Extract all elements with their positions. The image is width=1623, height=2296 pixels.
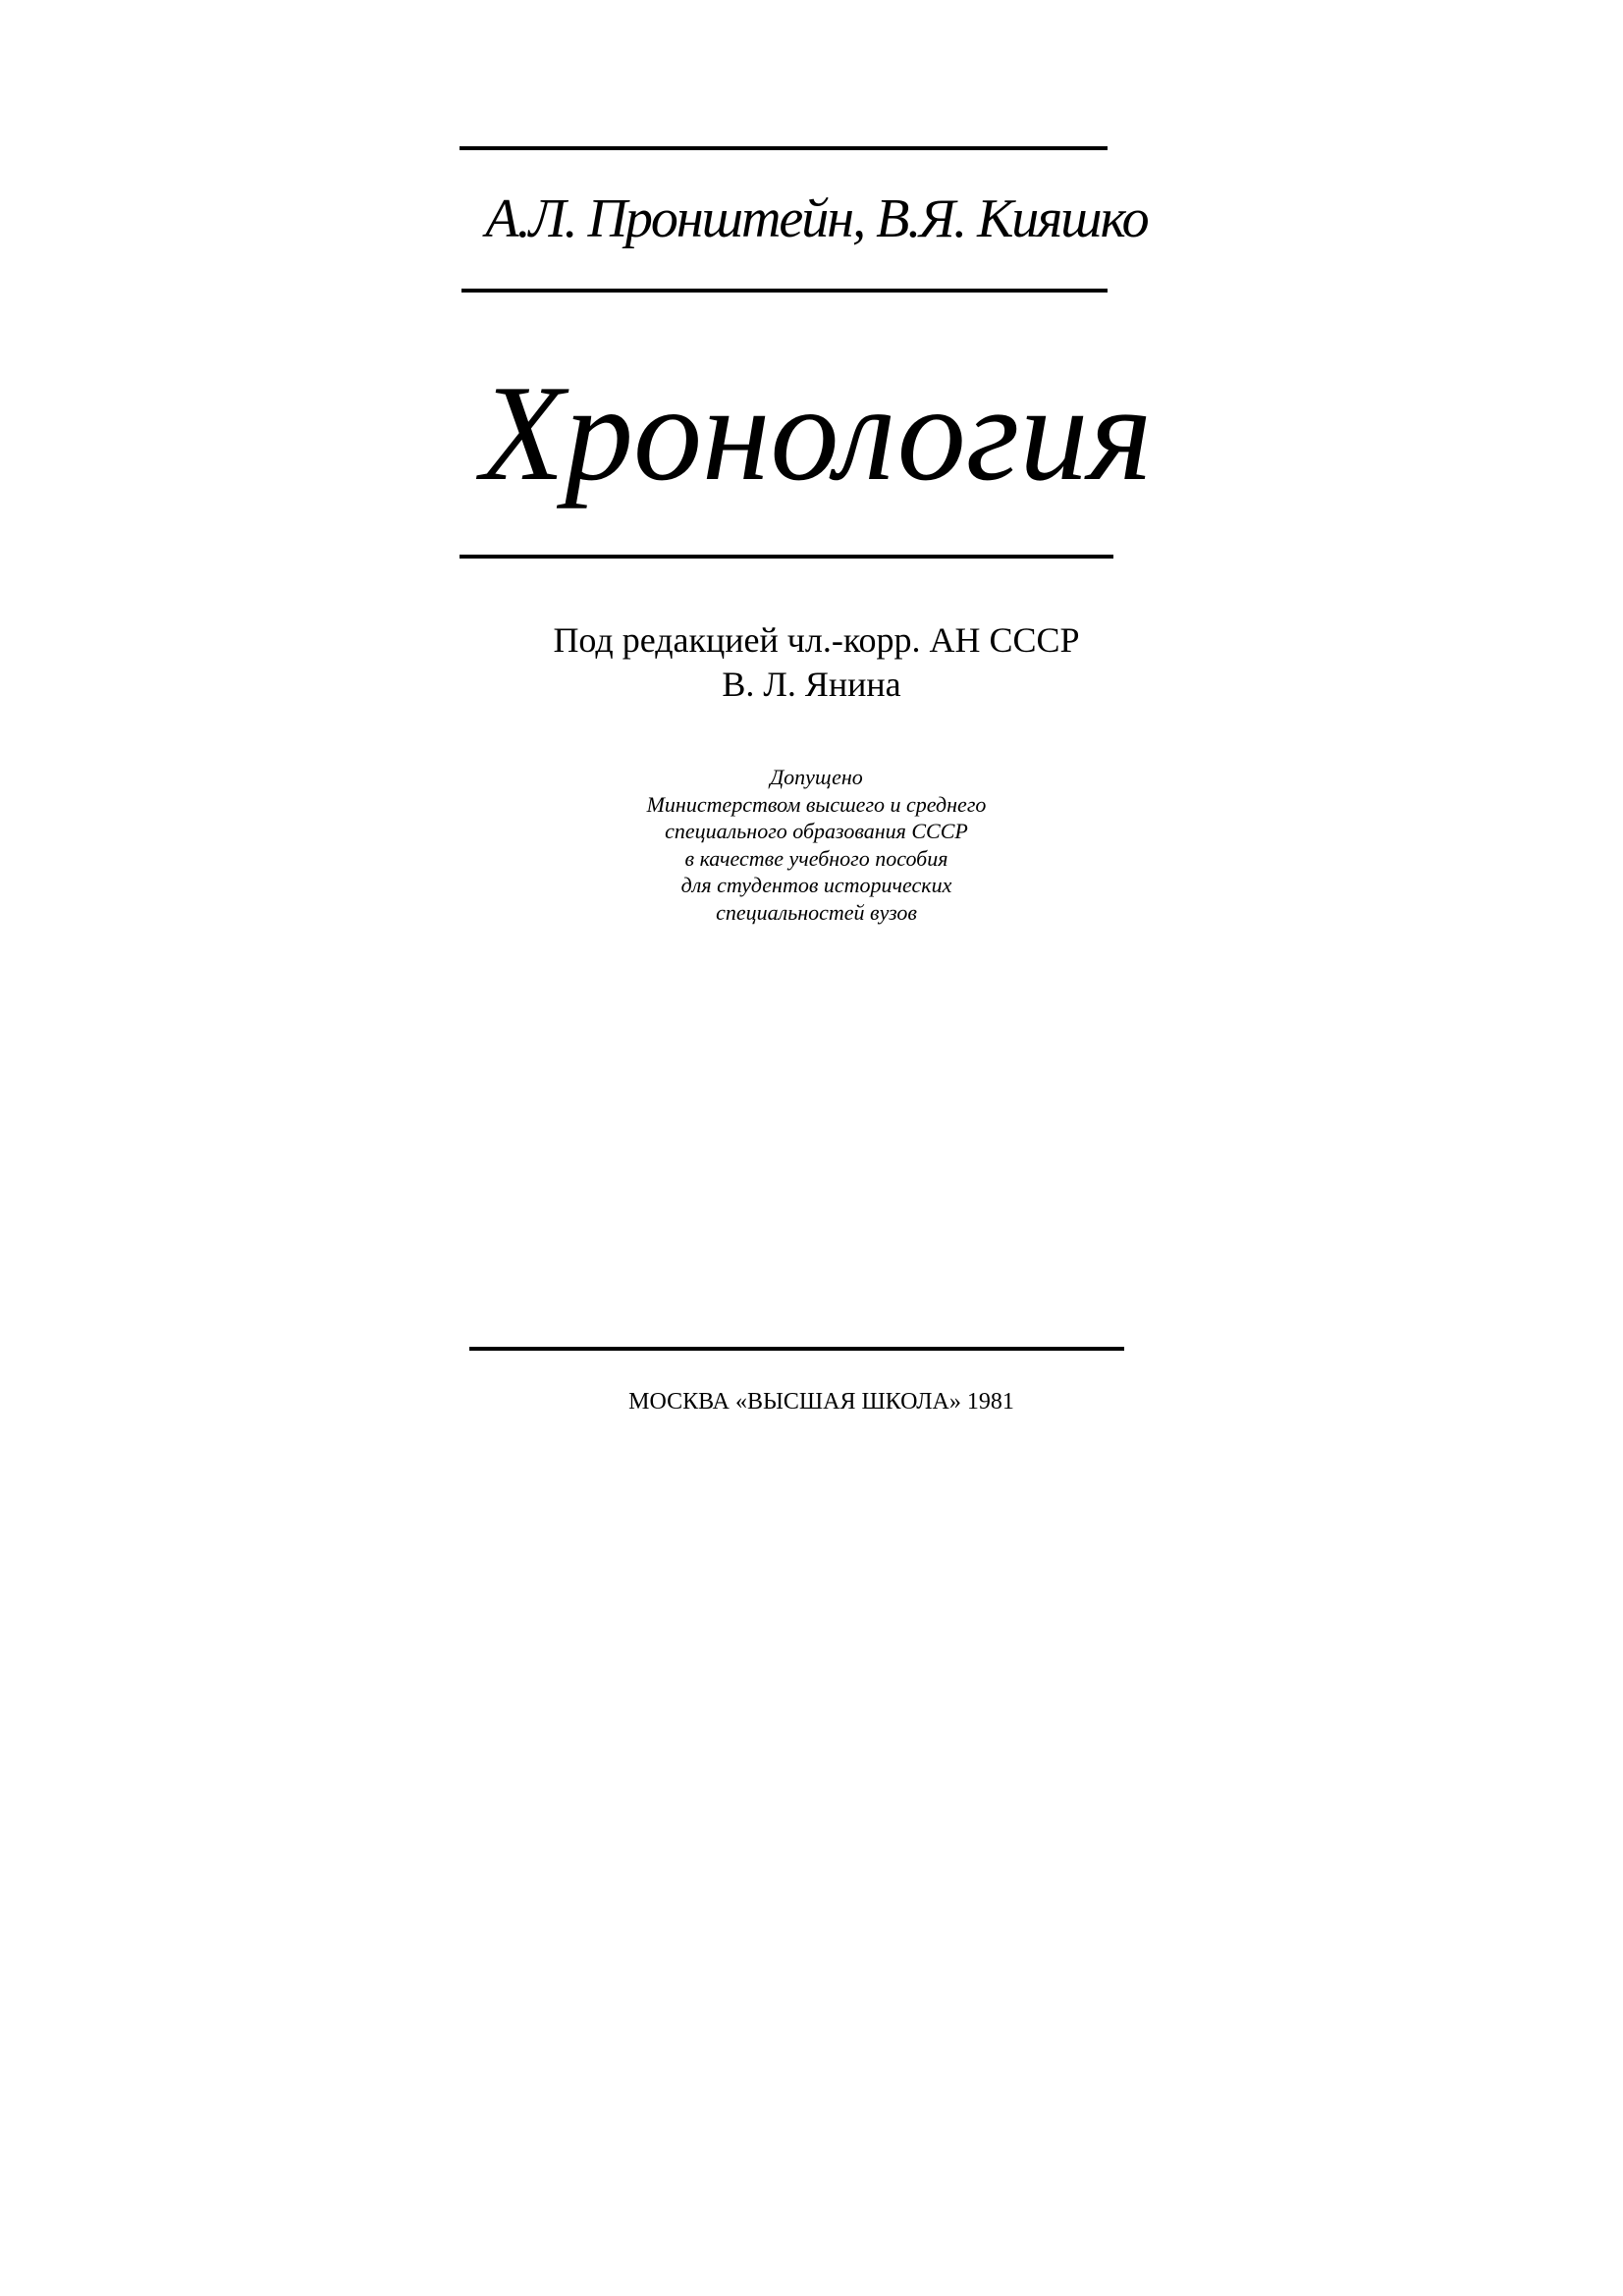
book-title: Хронология [480,357,1153,509]
approval-line: специальностей вузов [716,899,917,925]
publisher-top-rule [469,1347,1124,1351]
editor-line-2: В. Л. Янина [722,665,901,704]
title-bottom-rule [460,555,1113,559]
approval-line: в качестве учебного пособия [684,845,948,871]
publisher-imprint: МОСКВА «ВЫСШАЯ ШКОЛА» 1981 [628,1389,1014,1415]
approval-notice [0,764,1623,926]
approval-line: Министерством высшего и среднего [646,791,987,817]
approval-line: для студентов исторических [680,873,952,897]
approval-line: Допущено [770,765,863,789]
top-rule [460,146,1108,150]
approval-line: специального образования СССР [665,819,968,843]
authors-line: А.Л. Пронштейн, В.Я. Кияшко [485,188,1148,249]
editor-line-1: Под редакцией чл.-корр. АН СССР [553,620,1080,660]
authors-bottom-rule [461,289,1108,293]
